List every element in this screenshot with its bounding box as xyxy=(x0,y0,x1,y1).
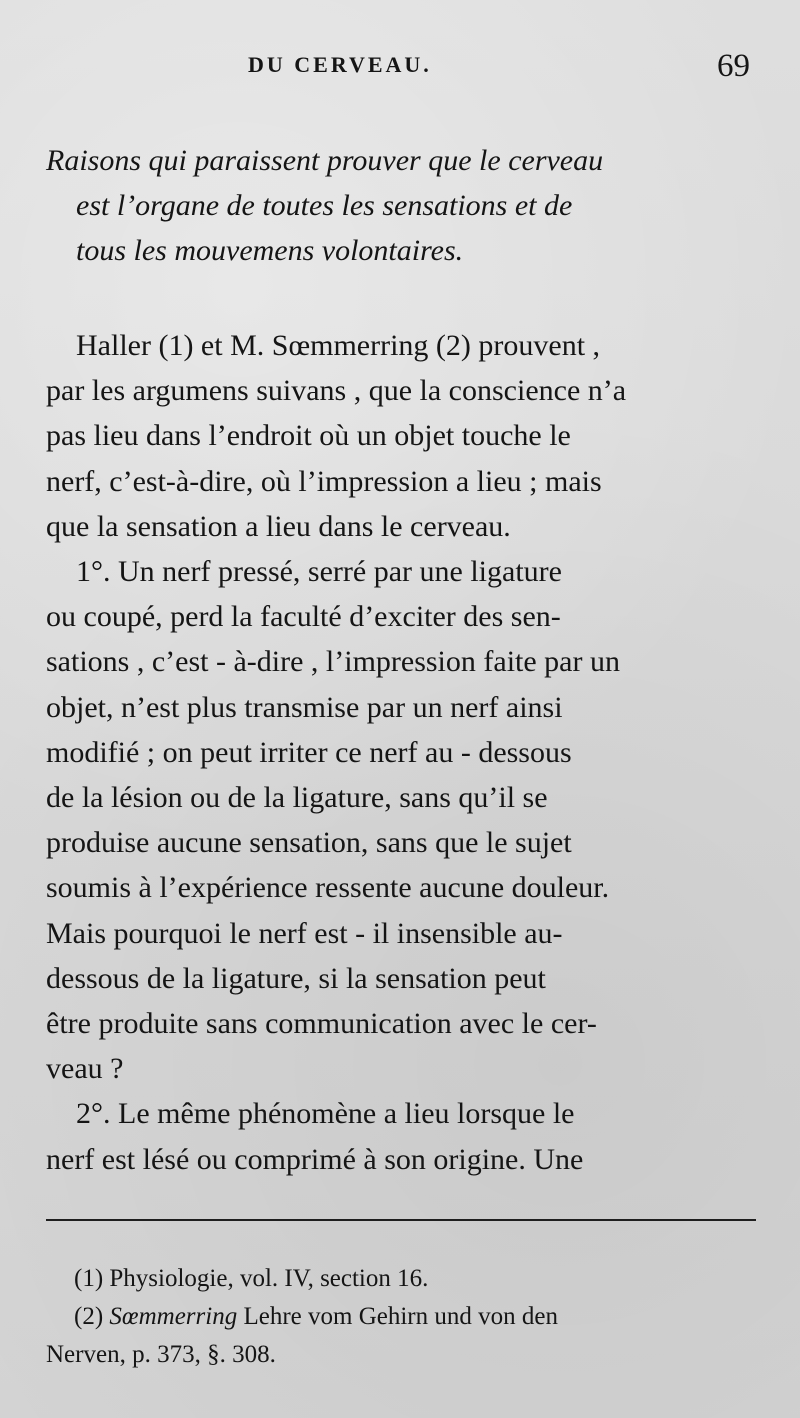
section-heading-line-3: tous les mouvemens volontaires. xyxy=(76,234,464,267)
running-head xyxy=(0,48,800,88)
footnote-2-title: Lehre vom Gehirn und von den xyxy=(243,1303,558,1330)
section-heading-line-1: Raisons qui paraissent prouver que le cerveau xyxy=(46,144,604,177)
body-line-12: produise aucune sensation, sans que le sujet xyxy=(46,826,572,860)
body-line-13: soumis à l’expérience ressente aucune douleur. xyxy=(46,871,610,905)
body-text xyxy=(46,323,756,1182)
footnote-divider xyxy=(46,1219,756,1221)
body-line-10: modifié ; on peut irriter ce nerf au - dessous xyxy=(46,735,572,769)
footnote-2 xyxy=(46,1298,756,1336)
body-line-6: 1°. Un nerf pressé, serré par une ligature xyxy=(76,555,562,589)
body-line-5: que la sensation a lieu dans le cerveau. xyxy=(46,509,511,543)
section-heading xyxy=(46,138,756,273)
body-line-16: être produite sans communication avec le cer- xyxy=(46,1007,597,1041)
body-line-2: par les argumens suivans , que la conscience n’a xyxy=(46,374,627,408)
body-line-17: veau ? xyxy=(46,1052,124,1086)
footnote-2-number: (2) xyxy=(74,1303,104,1330)
body-line-9: objet, n’est plus transmise par un nerf ainsi xyxy=(46,690,563,724)
body-line-7: ou coupé, perd la faculté d’exciter des sen- xyxy=(46,600,561,634)
running-title: DU CERVEAU. xyxy=(248,52,432,77)
footnote-2-continued: Nerven, p. 373, §. 308. xyxy=(46,1341,276,1368)
body-line-14: Mais pourquoi le nerf est - il insensible au- xyxy=(46,916,563,950)
body-line-18: 2°. Le même phénomène a lieu lorsque le xyxy=(76,1097,575,1131)
page-number: 69 xyxy=(717,48,750,84)
body-line-8: sations , c’est - à-dire , l’impression faite par un xyxy=(46,645,620,679)
footnotes xyxy=(46,1260,756,1374)
section-heading-line-2: est l’organe de toutes les sensations et de xyxy=(76,189,573,222)
body-line-3: pas lieu dans l’endroit où un objet touche le xyxy=(46,419,571,453)
body-line-11: de la lésion ou de la ligature, sans qu’il se xyxy=(46,781,548,815)
footnote-1: (1) Physiologie, vol. IV, section 16. xyxy=(74,1265,429,1292)
body-line-1: Haller (1) et M. Sœmmerring (2) prouvent , xyxy=(76,329,601,362)
body-line-15: dessous de la ligature, si la sensation peut xyxy=(46,961,546,995)
body-line-4: nerf, c’est-à-dire, où l’impression a lieu ; mais xyxy=(46,464,602,498)
body-line-19: nerf est lésé ou comprimé à son origine. Une xyxy=(46,1142,584,1176)
footnote-2-author: Sœmmerring xyxy=(109,1303,238,1330)
